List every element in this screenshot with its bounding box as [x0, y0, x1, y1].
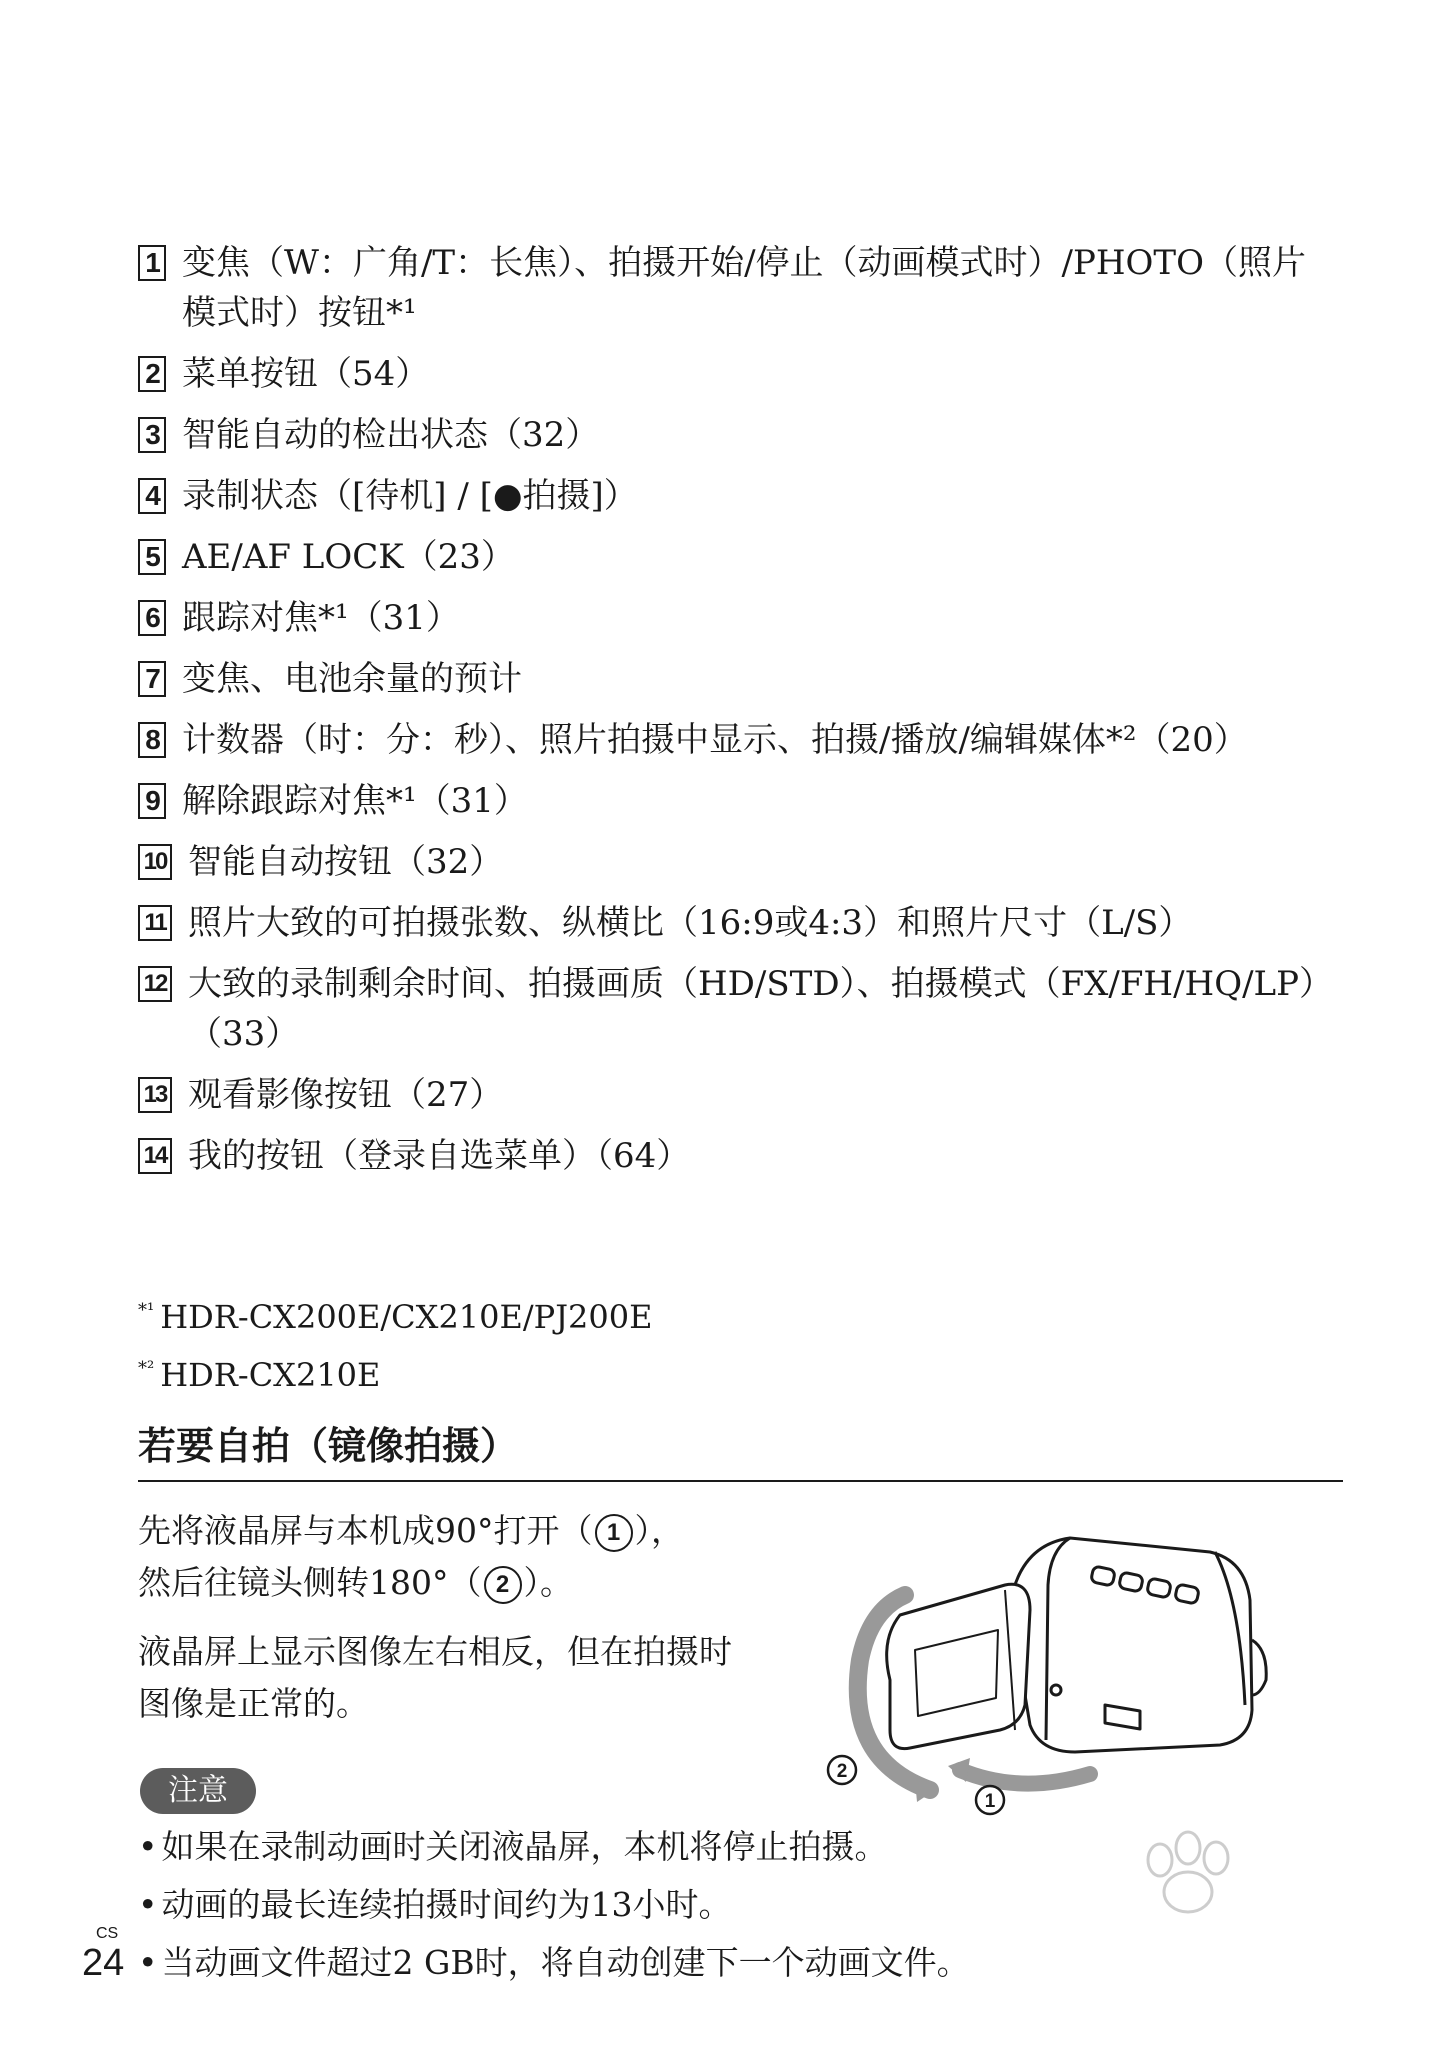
- footnote-mark: *²: [138, 1358, 155, 1379]
- footnote: [138, 1343, 652, 1401]
- legend-list: [138, 238, 1338, 1192]
- list-item: [138, 898, 1338, 948]
- item-text: 照片大致的可拍摄张数、纵横比（16:9或4:3）和照片尺寸（L/S）: [188, 903, 1193, 943]
- camcorder-illustration: [820, 1490, 1300, 1820]
- page-language: CS: [96, 1925, 119, 1942]
- list-item: [138, 837, 1338, 887]
- item-text: 菜单按钮（54）: [182, 354, 430, 394]
- item-number-box: 10: [138, 844, 172, 880]
- instruction-paragraph: [138, 1505, 758, 1609]
- text-fragment: ），: [634, 1511, 684, 1550]
- list-item: [138, 959, 1338, 1059]
- text-fragment: 然后往镜头侧转180°（: [138, 1563, 482, 1602]
- item-text: 计数器（时：分：秒）、照片拍摄中显示、拍摄/播放/编辑媒体*²（20）: [182, 720, 1248, 760]
- item-number-box: 3: [138, 417, 166, 453]
- item-text: 智能自动的检出状态（32）: [182, 415, 600, 455]
- circled-number: 2: [484, 1566, 522, 1604]
- list-item: [138, 349, 1338, 399]
- list-item: [138, 715, 1338, 765]
- item-number-box: 11: [138, 905, 172, 941]
- item-text: 智能自动按钮（32）: [188, 842, 504, 882]
- notice-badge: 注意: [140, 1768, 256, 1814]
- list-item: • 动画的最长连续拍摄时间约为13小时。: [138, 1876, 970, 1934]
- item-number-box: 13: [138, 1077, 172, 1113]
- list-item: [138, 654, 1338, 704]
- item-number-box: 7: [138, 661, 166, 697]
- footnote-text: HDR-CX200E/CX210E/PJ200E: [160, 1298, 653, 1336]
- list-item: [138, 1131, 1338, 1181]
- note-paragraph: 液晶屏上显示图像左右相反，但在拍摄时图像是正常的。: [138, 1632, 732, 1723]
- item-text: 跟踪对焦*¹（31）: [182, 598, 460, 638]
- circled-number: 1: [595, 1514, 633, 1552]
- section-title: 若要自拍（镜像拍摄）: [138, 1415, 1343, 1482]
- paw-icon: [1130, 1830, 1250, 1920]
- item-number-box: 6: [138, 600, 166, 636]
- watermark: [1030, 1840, 1390, 2050]
- item-number-box: 2: [138, 356, 166, 392]
- item-number-box: 8: [138, 722, 166, 758]
- item-number-box: 1: [138, 245, 166, 281]
- list-item: [138, 471, 1338, 521]
- camcorder-icon: [820, 1490, 1300, 1820]
- text-fragment: 先将液晶屏与本机成90°打开（: [138, 1511, 593, 1550]
- list-item: • 当动画文件超过2 GB时，将自动创建下一个动画文件。: [138, 1934, 970, 1992]
- item-text: AE/AF LOCK（23）: [182, 537, 515, 577]
- item-text: 我的按钮（登录自选菜单）（64）: [188, 1136, 691, 1176]
- item-number-box: 4: [138, 478, 166, 514]
- notice-list: [138, 1818, 970, 1992]
- item-number-box: 12: [138, 966, 172, 1002]
- text-fragment: ）。: [523, 1563, 573, 1602]
- item-number-box: 9: [138, 783, 166, 819]
- item-text: 观看影像按钮（27）: [188, 1075, 504, 1115]
- page-number: 24: [82, 1942, 125, 1984]
- list-item: [138, 776, 1338, 826]
- list-item: [138, 593, 1338, 643]
- figure-label-2: 2: [836, 1761, 848, 1782]
- figure-label-1: 1: [984, 1791, 996, 1812]
- item-number-box: 14: [138, 1138, 172, 1174]
- footnotes: [138, 1285, 652, 1401]
- item-text: 解除跟踪对焦*¹（31）: [182, 781, 528, 821]
- footnote: [138, 1285, 652, 1343]
- item-text: 变焦、电池余量的预计: [182, 659, 522, 699]
- footnote-mark: *¹: [138, 1300, 155, 1321]
- list-item: • 如果在录制动画时关闭液晶屏，本机将停止拍摄。: [138, 1818, 970, 1876]
- list-item: [138, 238, 1338, 338]
- item-number-box: 5: [138, 539, 166, 575]
- item-text: 大致的录制剩余时间、拍摄画质（HD/STD）、拍摄模式（FX/FH/HQ/LP）（33）: [188, 964, 1333, 1054]
- footnote-text: HDR-CX210E: [160, 1356, 381, 1394]
- list-item: [138, 1070, 1338, 1120]
- list-item: [138, 410, 1338, 460]
- item-text: 录制状态（[待机] / [●拍摄]）: [182, 476, 638, 516]
- list-item: [138, 532, 1338, 582]
- item-text: 变焦（W：广角/T：长焦）、拍摄开始/停止（动画模式时）/PHOTO（照片模式时）按钮*¹: [182, 243, 1306, 333]
